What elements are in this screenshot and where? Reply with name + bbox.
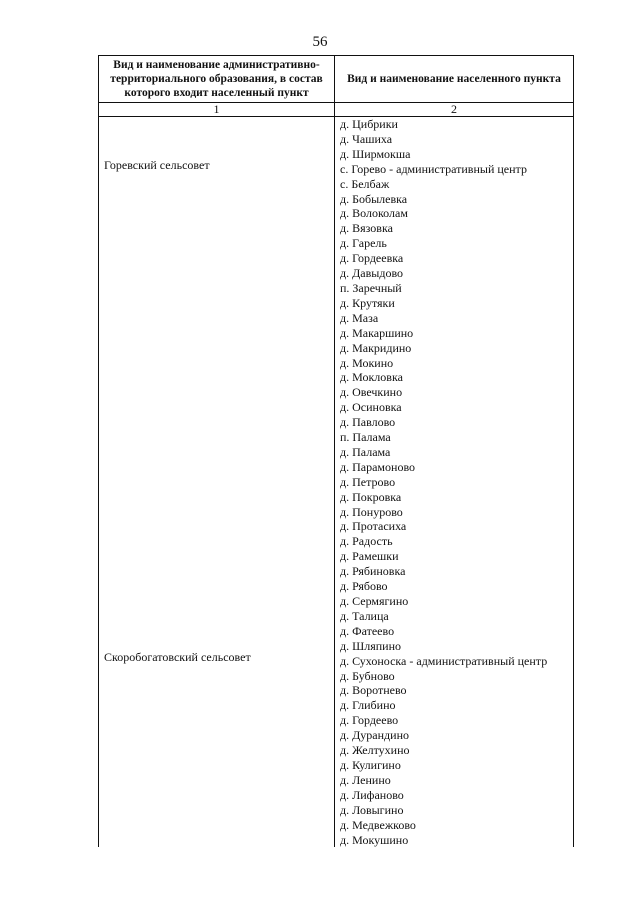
settlement-item: д. Воротнево — [340, 683, 407, 698]
settlement-item: д. Мокушино — [340, 832, 409, 847]
settlement-item: д. Понурово — [340, 504, 403, 519]
column-number-2: 2 — [335, 103, 574, 117]
column-header-settlement: Вид и наименование населенного пункта — [335, 56, 574, 103]
settlement-item: с. Горево - административный центр — [340, 161, 527, 176]
settlement-item: д. Сухоноска - административный центр — [340, 653, 548, 668]
settlement-item: д. Бубново — [340, 668, 395, 683]
settlement-item: д. Рябиновка — [340, 564, 406, 579]
settlement-item: д. Осиновка — [340, 400, 402, 415]
settlement-item: д. Сермягино — [340, 594, 409, 608]
settlement-item: д. Овечкино — [340, 385, 403, 400]
settlement-item: д. Давыдово — [340, 266, 404, 281]
settlement-item: д. Цибрики — [340, 117, 398, 131]
settlement-item: д. Фатеево — [340, 623, 395, 638]
settlement-item: д. Ловыгино — [340, 802, 404, 817]
settlement-list-cell — [335, 117, 574, 848]
table-header-row — [99, 56, 574, 103]
settlement-item: д. Покровка — [340, 489, 402, 504]
settlement-item: д. Медвежково — [340, 817, 416, 832]
settlement-item: д. Макридино — [340, 340, 412, 355]
settlement-item: д. Гарель — [340, 236, 387, 251]
settlement-item: п. Заречный — [340, 280, 402, 295]
settlement-item: д. Гордеевка — [340, 251, 404, 266]
settlement-item: д. Парамоново — [340, 459, 416, 474]
column-number-1: 1 — [99, 103, 335, 117]
settlement-item: д. Радость — [340, 534, 393, 549]
settlement-item: д. Маза — [340, 310, 379, 325]
settlement-item: д. Палама — [340, 444, 391, 459]
admin-unit-cell — [99, 117, 335, 848]
table-row — [99, 117, 574, 848]
settlement-item: д. Бобылевка — [340, 191, 408, 206]
column-header-admin-unit: Вид и наименование административно-территориального образования, в состав которого входит населенный пункт — [99, 56, 335, 103]
settlement-item: д. Павлово — [340, 415, 396, 430]
settlement-item: д. Глибино — [340, 698, 396, 713]
settlement-item: д. Талица — [340, 608, 389, 623]
settlement-item: д. Кулигино — [340, 757, 401, 772]
page-number: 56 — [312, 34, 328, 50]
settlement-item: д. Мокловка — [340, 370, 403, 385]
settlement-item: д. Вязовка — [340, 221, 393, 236]
settlement-item: д. Дурандино — [340, 728, 409, 743]
settlement-item: д. Чашиха — [340, 131, 393, 146]
settlement-item: д. Протасиха — [340, 519, 407, 534]
settlement-item: д. Петрово — [340, 474, 396, 489]
admin-unit-goreva: Горевский сельсовет — [104, 158, 210, 172]
column-number-row — [99, 103, 574, 117]
settlement-item: д. Гордеево — [340, 713, 399, 728]
settlement-item: п. Палама — [340, 430, 391, 445]
settlement-item: д. Лифаново — [340, 787, 404, 802]
settlement-item: д. Рамешки — [340, 549, 399, 564]
settlement-item: с. Белбаж — [340, 176, 390, 191]
settlement-item: д. Волоколам — [340, 206, 408, 221]
settlement-item: д. Рябово — [340, 579, 388, 594]
settlement-item: д. Шляпино — [340, 638, 401, 653]
settlement-item: д. Ширмокша — [340, 146, 411, 161]
settlement-item: д. Желтухино — [340, 743, 410, 758]
settlement-item: д. Ленино — [340, 772, 391, 787]
settlements-table — [98, 55, 574, 847]
settlement-item: д. Крутяки — [340, 295, 395, 310]
settlement-item: д. Мокино — [340, 355, 394, 370]
admin-unit-skorobogatovo: Скоробогатовский сельсовет — [104, 650, 251, 664]
settlement-list — [340, 117, 573, 847]
settlement-item: д. Макаршино — [340, 325, 414, 340]
